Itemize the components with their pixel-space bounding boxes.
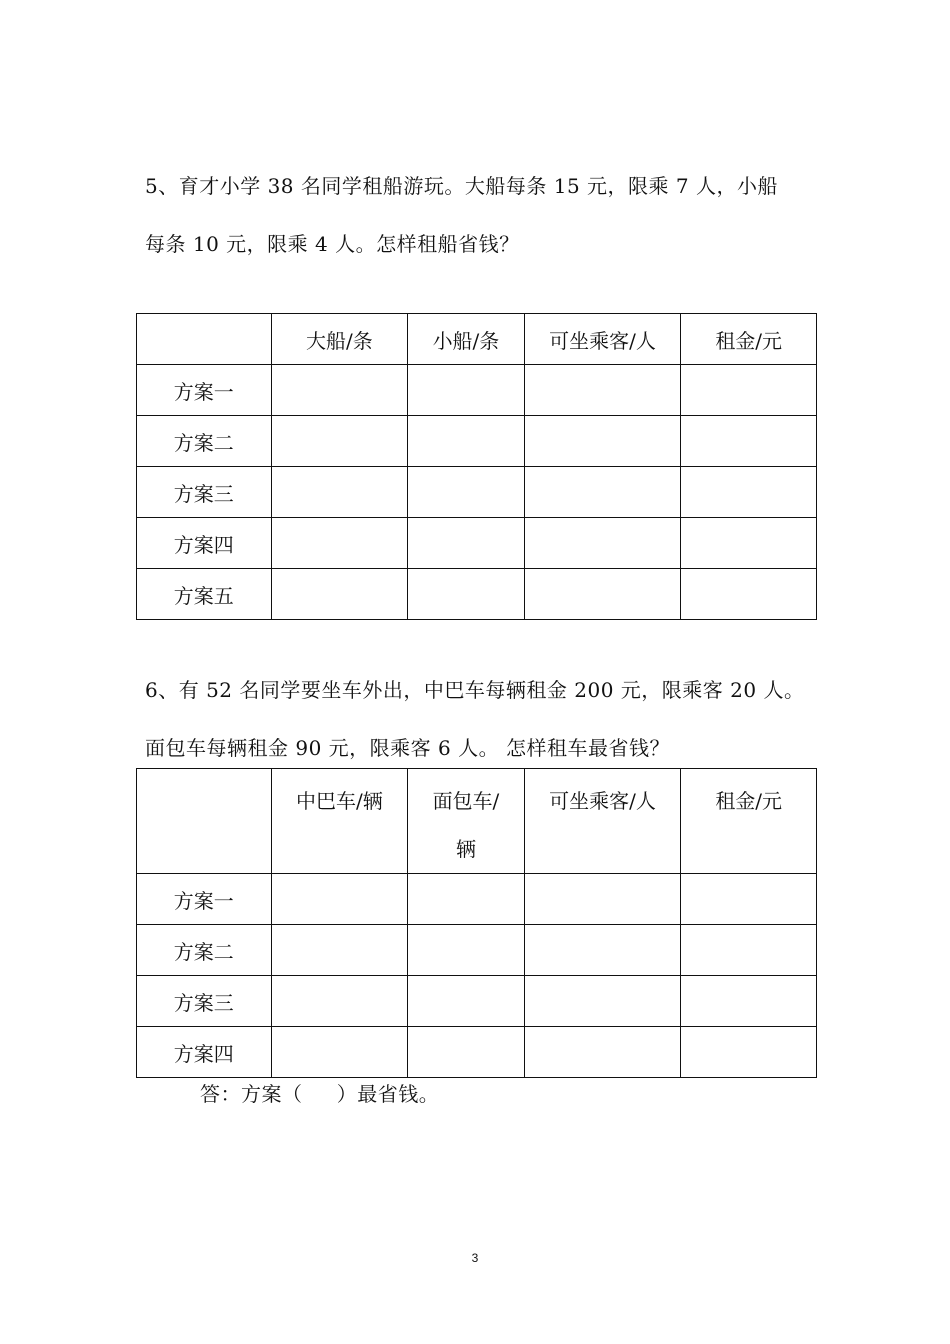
blank-cell[interactable] (524, 518, 681, 569)
header-rent: 租金/元 (681, 314, 817, 365)
plan-label: 方案二 (137, 925, 272, 976)
question-5-text (145, 157, 825, 273)
header-cell (137, 769, 272, 874)
blank-cell[interactable] (681, 874, 817, 925)
blank-cell[interactable] (524, 365, 681, 416)
plan-label: 方案一 (137, 365, 272, 416)
blank-cell[interactable] (524, 976, 681, 1027)
question-5-line-2: 每条 10 元，限乘 4 人。怎样租船省钱？ (145, 232, 520, 256)
blank-cell[interactable] (408, 925, 525, 976)
blank-cell[interactable] (408, 569, 525, 620)
blank-cell[interactable] (408, 976, 525, 1027)
header-cell (137, 314, 272, 365)
blank-cell[interactable] (408, 416, 525, 467)
blank-cell[interactable] (681, 365, 817, 416)
plan-label: 方案三 (137, 976, 272, 1027)
plan-label: 方案四 (137, 518, 272, 569)
table-row (137, 976, 817, 1027)
header-van: 面包车/ 辆 (408, 769, 525, 874)
question-6-text (145, 661, 825, 777)
table-row (137, 365, 817, 416)
answer-line: 答：方案（ ）最省钱。 (200, 1082, 440, 1106)
blank-cell[interactable] (408, 365, 525, 416)
plan-label: 方案二 (137, 416, 272, 467)
header-passengers: 可坐乘客/人 (524, 314, 681, 365)
blank-cell[interactable] (408, 874, 525, 925)
header-passengers: 可坐乘客/人 (524, 769, 681, 874)
blank-cell[interactable] (524, 467, 681, 518)
blank-cell[interactable] (408, 467, 525, 518)
plan-label: 方案四 (137, 1027, 272, 1078)
blank-cell[interactable] (524, 874, 681, 925)
plan-label: 方案一 (137, 874, 272, 925)
blank-cell[interactable] (271, 467, 408, 518)
blank-cell[interactable] (271, 518, 408, 569)
blank-cell[interactable] (681, 518, 817, 569)
table-header-row (137, 769, 817, 874)
blank-cell[interactable] (524, 1027, 681, 1078)
table-row (137, 467, 817, 518)
page-number: 3 (471, 1251, 479, 1265)
table-row (137, 1027, 817, 1078)
blank-cell[interactable] (271, 1027, 408, 1078)
table-row (137, 874, 817, 925)
blank-cell[interactable] (271, 874, 408, 925)
blank-cell[interactable] (681, 925, 817, 976)
table-row (137, 925, 817, 976)
blank-cell[interactable] (524, 925, 681, 976)
blank-cell[interactable] (271, 976, 408, 1027)
table-row (137, 416, 817, 467)
blank-cell[interactable] (681, 569, 817, 620)
bus-rental-table (136, 768, 817, 1078)
question-6-line-1: 6、有 52 名同学要坐车外出，中巴车每辆租金 200 元，限乘客 20 人。 (145, 678, 805, 702)
header-minibus: 中巴车/辆 (271, 769, 408, 874)
table-row (137, 569, 817, 620)
blank-cell[interactable] (681, 976, 817, 1027)
blank-cell[interactable] (271, 569, 408, 620)
blank-cell[interactable] (271, 365, 408, 416)
header-rent: 租金/元 (681, 769, 817, 874)
header-big-boat: 大船/条 (271, 314, 408, 365)
header-small-boat: 小船/条 (408, 314, 525, 365)
blank-cell[interactable] (408, 1027, 525, 1078)
boat-rental-table (136, 313, 817, 620)
plan-label: 方案三 (137, 467, 272, 518)
blank-cell[interactable] (271, 416, 408, 467)
question-5-line-1: 5、育才小学 38 名同学租船游玩。大船每条 15 元，限乘 7 人，小船 (145, 174, 778, 198)
table-row (137, 518, 817, 569)
blank-cell[interactable] (681, 416, 817, 467)
blank-cell[interactable] (681, 1027, 817, 1078)
table-header-row (137, 314, 817, 365)
question-6-line-2: 面包车每辆租金 90 元，限乘客 6 人。 怎样租车最省钱？ (145, 736, 670, 760)
blank-cell[interactable] (408, 518, 525, 569)
blank-cell[interactable] (681, 467, 817, 518)
plan-label: 方案五 (137, 569, 272, 620)
blank-cell[interactable] (271, 925, 408, 976)
blank-cell[interactable] (524, 416, 681, 467)
blank-cell[interactable] (524, 569, 681, 620)
